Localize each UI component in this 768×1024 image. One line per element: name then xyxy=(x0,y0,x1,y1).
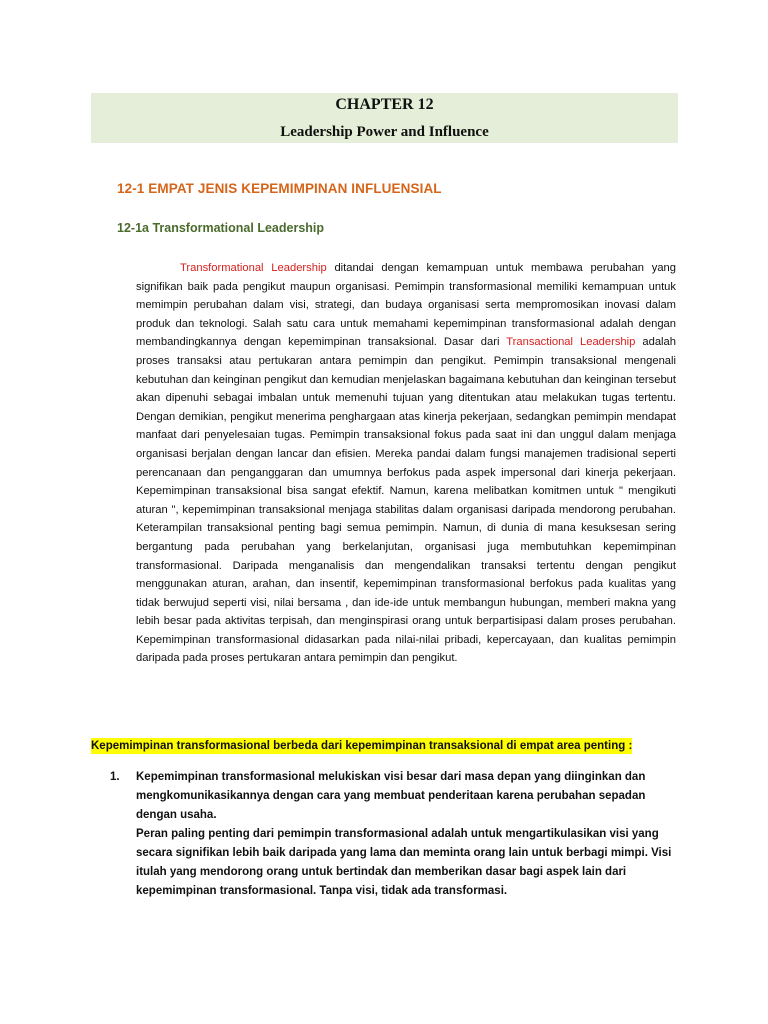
list-item-lead: Kepemimpinan transformasional melukiskan visi besar dari masa depan yang diinginkan dan mengkomunikasikannya dengan cara yang membuat penderitaan karena perubahan sepadan dengan usaha. xyxy=(136,771,646,821)
chapter-title: CHAPTER 12 xyxy=(335,96,434,113)
list-item-detail: Peran paling penting dari pemimpin transformasional adalah untuk mengartikulasikan visi yang secara signifikan lebih baik daripada yang lama dan meminta orang lain untuk berbagi mimpi. Visi itulah yang mendorong orang untuk bertindak dan memberikan dasar bagi aspek lain dari kepemimpinan transformasional. Tanpa visi, tidak ada transformasi. xyxy=(136,828,672,897)
list-item-content xyxy=(136,768,680,901)
term-transactional-leadership: Transactional Leadership xyxy=(506,336,636,349)
term-transformational-leadership: Transformational Leadership xyxy=(180,262,327,274)
body-paragraph xyxy=(136,259,676,668)
chapter-subtitle: Leadership Power and Influence xyxy=(280,124,489,140)
paragraph-text-part2: adalah proses transaksi atau pertukaran antara pemimpin dan pengikut. Pemimpin transaksional mengenali kebutuhan dan keinginan pengikut dan kemudian menjelaskan bagaimana kebutuhan dan keinginan tersebut akan dipenuhi sebagai imbalan untuk memenuhi tujuan yang ditentukan atau melakukan tugas tertentu. Dengan demikian, pengikut menerima penghargaan atas kinerja pekerjaan, sedangkan pemimpin mendapat manfaat dari penyelesaian tugas. Pemimpin transaksional fokus pada saat ini dan unggul dalam menjaga organisasi berjalan dengan lancar dan efisien. Mereka pandai dalam fungsi manajemen tradisional seperti perencanaan dan penganggaran dan umumnya berfokus pada aspek impersonal dari kinerja pekerjaan. Kepemimpinan transaksional bisa sangat efektif. Namun, karena melibatkan komitmen untuk " mengikuti aturan ", kepemimpinan transaksional menjaga stabilitas dalam organisasi daripada mendorong perubahan. Keterampilan transaksional penting bagi semua pemimpin. Namun, di dunia di mana kesuksesan sering bergantung pada perubahan yang berkelanjutan, organisasi juga membutuhkan kepemimpinan transformasional. Daripada menganalisis dan mengendalikan transaksi tertentu dengan pengikut menggunakan aturan, arahan, dan insentif, kepemimpinan transformasional berfokus pada kualitas yang tidak berwujud seperti visi, nilai bersama , dan ide-ide untuk membangun hubungan, memberi makna yang lebih besar pada aktivitas terpisah, dan menginspirasi orang untuk berpartisipasi dalam proses perubahan. Kepemimpinan transformasional didasarkan pada nilai-nilai pribadi, kepercayaan, dan kualitas pemimpin daripada pada proses pertukaran antara pemimpin dan pengikut. xyxy=(136,336,676,665)
highlighted-statement: Kepemimpinan transformasional berbeda dari kepemimpinan transaksional di empat area penting : xyxy=(91,740,633,752)
numbered-list xyxy=(110,768,680,901)
subsection-heading: 12-1a Transformational Leadership xyxy=(117,221,325,235)
list-item xyxy=(110,768,680,901)
chapter-header xyxy=(91,93,678,143)
section-heading: 12-1 EMPAT JENIS KEPEMIMPINAN INFLUENSIAL xyxy=(117,181,442,196)
paragraph-text-part1: ditandai dengan kemampuan untuk membawa perubahan yang signifikan baik pada pengikut maupun organisasi. Pemimpin transformasional memiliki kemampuan untuk memimpin perubahan dalam visi, strategi, dan budaya organisasi serta mempromosikan inovasi dalam produk dan teknologi. Salah satu cara untuk memahami kepemimpinan transformasional adalah dengan membandingkannya dengan kepemimpinan transaksional. Dasar dari xyxy=(136,262,676,349)
list-item-number: 1. xyxy=(110,771,120,783)
